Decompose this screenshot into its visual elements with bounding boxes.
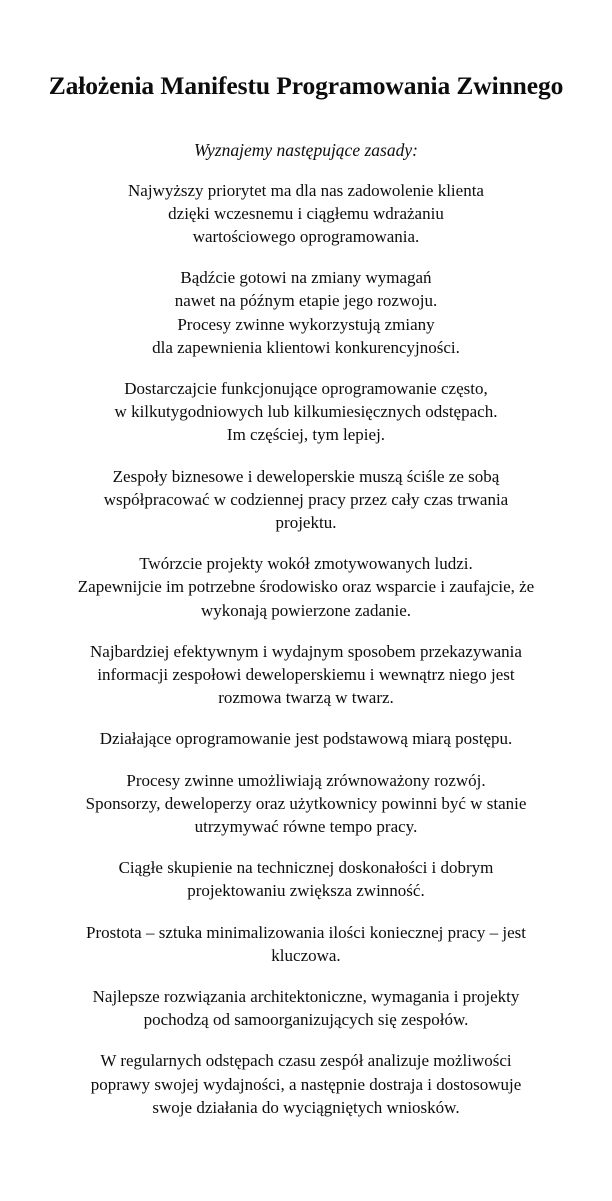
principle-line: rozmowa twarzą w twarz. bbox=[218, 688, 394, 708]
principle-paragraph bbox=[14, 1049, 598, 1119]
principle-paragraph bbox=[14, 856, 598, 902]
principle-line: nawet na późnym etapie jego rozwoju. bbox=[174, 291, 438, 311]
principle-paragraph bbox=[14, 985, 598, 1031]
principle-line: Najwyższy priorytet ma dla nas zadowolenie klienta bbox=[128, 180, 484, 200]
principle-line: projektowaniu zwiększa zwinność. bbox=[187, 881, 425, 901]
principle-line: Prostota – sztuka minimalizowania ilości koniecznej pracy – jest bbox=[86, 922, 526, 942]
principle-line: wartościowego oprogramowania. bbox=[192, 226, 420, 246]
principle-line: Bądźcie gotowi na zmiany wymagań bbox=[180, 268, 432, 288]
principle-paragraph bbox=[14, 266, 598, 359]
principle-line: W regularnych odstępach czasu zespół analizuje możliwości bbox=[100, 1051, 512, 1071]
principle-line: Twórzcie projekty wokół zmotywowanych ludzi. bbox=[139, 554, 473, 574]
principle-line: swoje działania do wyciągniętych wniosków. bbox=[152, 1097, 460, 1117]
principle-line: dzięki wczesnemu i ciągłemu wdrażaniu bbox=[168, 203, 444, 223]
principle-paragraph bbox=[14, 921, 598, 967]
principle-paragraph bbox=[14, 465, 598, 535]
principle-line: dla zapewnienia klientowi konkurencyjności. bbox=[152, 337, 460, 357]
principle-line: Ciągłe skupienie na technicznej doskonałości i dobrym bbox=[118, 858, 494, 878]
principle-line: utrzymywać równe tempo pracy. bbox=[194, 817, 418, 837]
principle-line: Procesy zwinne umożliwiają zrównoważony rozwój. bbox=[126, 770, 486, 790]
principle-line: Działające oprogramowanie jest podstawową miarą postępu. bbox=[99, 729, 513, 749]
principle-paragraph bbox=[14, 377, 598, 447]
principle-line: poprawy swojej wydajności, a następnie dostraja i dostosowuje bbox=[90, 1074, 522, 1094]
principle-paragraph bbox=[14, 179, 598, 249]
principle-line: Najlepsze rozwiązania architektoniczne, wymagania i projekty bbox=[92, 987, 520, 1007]
principle-paragraph bbox=[14, 552, 598, 622]
principle-line: pochodzą od samoorganizujących się zespołów. bbox=[143, 1010, 469, 1030]
principle-line: Im częściej, tym lepiej. bbox=[226, 425, 386, 445]
principle-line: Zespoły biznesowe i deweloperskie muszą ściśle ze sobą bbox=[112, 466, 500, 486]
document-subtitle: Wyznajemy następujące zasady: bbox=[194, 139, 418, 160]
principle-line: współpracować w codziennej pracy przez cały czas trwania bbox=[103, 489, 509, 509]
principle-line: kluczowa. bbox=[271, 945, 341, 965]
page-title: Założenia Manifestu Programowania Zwinnego bbox=[48, 71, 564, 100]
principle-line: projektu. bbox=[275, 512, 337, 532]
principle-line: w kilkutygodniowych lub kilkumiesięcznych odstępach. bbox=[114, 402, 498, 422]
principles-list bbox=[14, 161, 598, 1120]
principle-line: Procesy zwinne wykorzystują zmiany bbox=[177, 314, 435, 334]
principle-line: Zapewnijcie im potrzebne środowisko oraz wsparcie i zaufajcie, że bbox=[77, 577, 535, 597]
principle-line: Dostarczajcie funkcjonujące oprogramowanie często, bbox=[124, 378, 488, 398]
principle-line: informacji zespołowi deweloperskiemu i wewnątrz niego jest bbox=[97, 665, 515, 684]
principle-paragraph bbox=[14, 769, 598, 839]
principle-paragraph bbox=[14, 640, 598, 710]
principle-line: wykonają powierzone zadanie. bbox=[200, 600, 412, 620]
principle-line: Najbardziej efektywnym i wydajnym sposobem przekazywania bbox=[90, 641, 522, 661]
principle-paragraph bbox=[14, 727, 598, 750]
principle-line: Sponsorzy, deweloperzy oraz użytkownicy powinni być w stanie bbox=[85, 793, 527, 813]
